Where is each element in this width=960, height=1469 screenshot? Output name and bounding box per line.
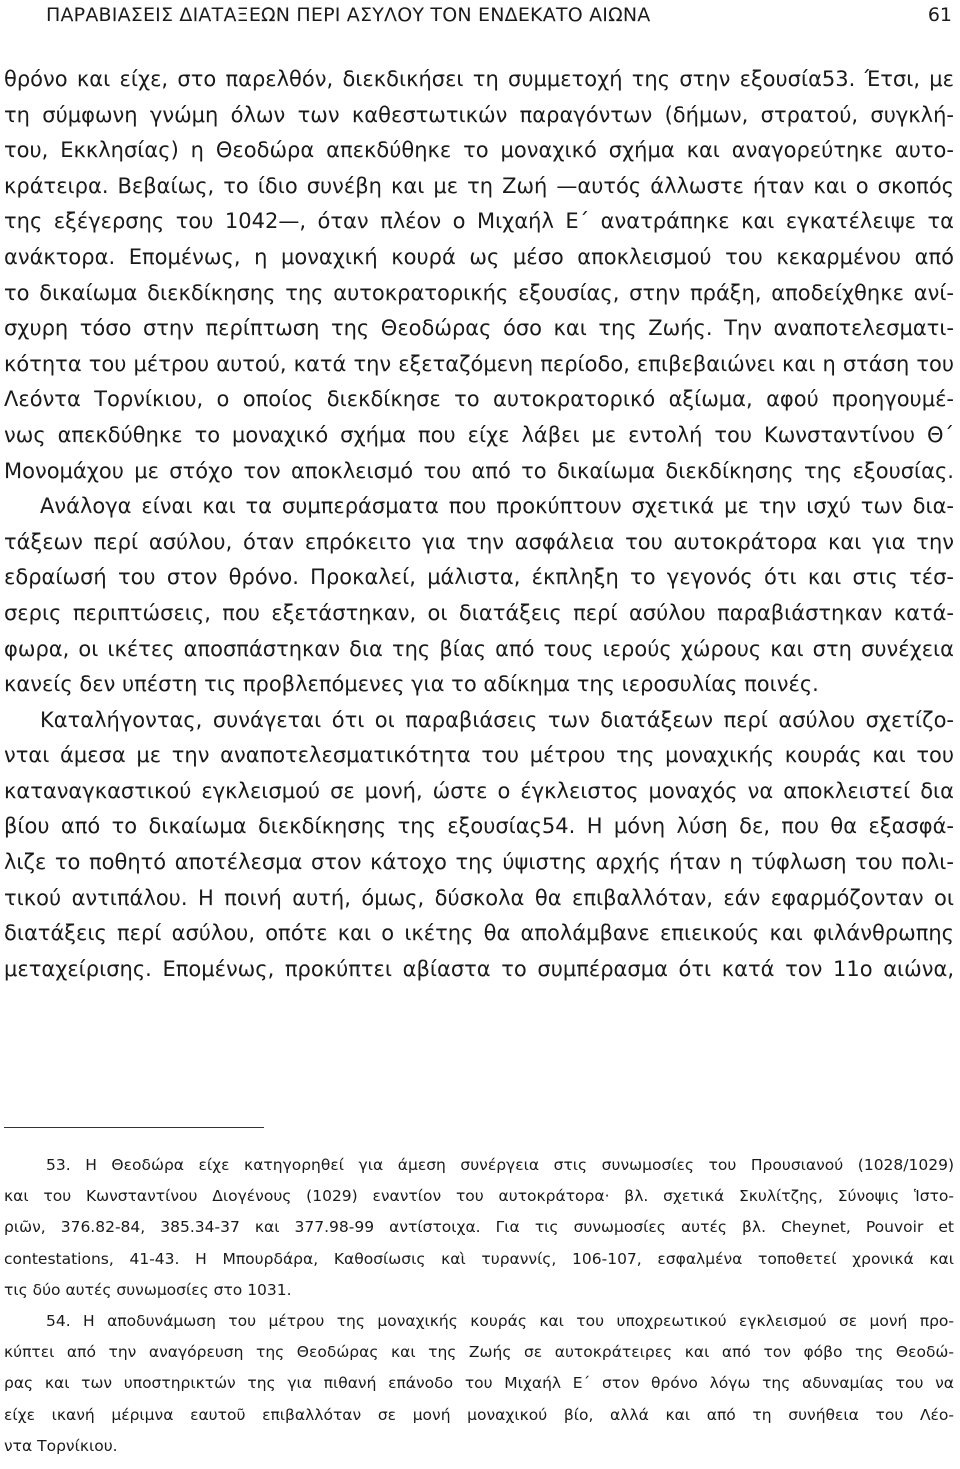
text-line: Καταλήγοντας, συνάγεται ότι οι παραβιάσεις των διατάξεων περί ασύλου σχετίζο-: [40, 707, 954, 732]
footnote-line: τις δύο αυτές συνωμοσίες στο 1031.: [4, 1280, 292, 1299]
page-number: 61: [927, 4, 952, 26]
footnote-line: contestations, 41-43. Η Μπουρδάρα, Καθοσίωσις καὶ τυραννίς, 106-107, εσφαλμένα τοποθετεί χρονικά και: [4, 1249, 954, 1268]
running-header: [0, 0, 960, 40]
footnote-line: και του Κωνσταντίνου Διογένους (1029) εναντίον του αυτοκράτορα· βλ. σχετικά Σκυλίτζης, Σύνοψις Ἱστο-: [4, 1187, 954, 1206]
text-line: της εξέγερσης του 1042—, όταν πλέον ο Μιχαήλ Ε΄ ανατράπηκε και εγκατέλειψε τα: [4, 209, 954, 234]
text-line: Ανάλογα είναι και τα συμπεράσματα που προκύπτουν σχετικά με την ισχύ των δια-: [40, 494, 954, 519]
text-line: Μονομάχου με στόχο τον αποκλεισμό του από το δικαίωμα διεκδίκησης της εξουσίας.: [4, 458, 954, 483]
text-line: μεταχείρισης. Επομένως, προκύπτει αβίαστα το συμπέρασμα ότι κατά τον 11ο αιώνα,: [4, 956, 954, 981]
text-line: βίου από το δικαίωμα διεκδίκησης της εξουσίας54. Η μόνη λύση δε, που θα εξασφά-: [4, 814, 954, 839]
footnote-line: ριῶν, 376.82-84, 385.34-37 και 377.98-99 αντίστοιχα. Για τις συνωμοσίες αυτές βλ. Cheynet, Pouvoir et: [4, 1218, 954, 1237]
footnote-line: 54. Η αποδυνάμωση του μέτρου της μοναχικής κουράς και του υποχρεωτικού εγκλεισμού σε μονή προ-: [46, 1311, 954, 1330]
text-line: Λεόντα Τορνίκιου, ο οποίος διεκδίκησε το αυτοκρατορικό αξίωμα, αφού προηγουμέ-: [4, 387, 954, 412]
text-line: νως απεκδύθηκε το μοναχικό σχήμα που είχε λάβει με εντολή του Κωνσταντίνου Θ΄: [4, 422, 954, 447]
text-line: φωρα, οι ικέτες αποσπάστηκαν δια της βίας από τους ιερούς χώρους και στη συνέχεια: [4, 636, 954, 661]
text-line: τη σύμφωνη γνώμη όλων των καθεστωτικών παραγόντων (δήμων, στρατού, συγκλή-: [4, 102, 954, 127]
text-line: εδραίωσή του στον θρόνο. Προκαλεί, μάλιστα, έκπληξη το γεγονός ότι και στις τέσ-: [4, 565, 954, 590]
text-line: ανάκτορα. Επομένως, η μοναχική κουρά ως μέσο αποκλεισμού του κεκαρμένου από: [4, 244, 954, 269]
footnotes: [4, 1150, 954, 1462]
running-title: ΠΑΡΑΒΙΑΣΕΙΣ ΔΙΑΤΑΞΕΩΝ ΠΕΡΙ ΑΣΥΛΟΥ ΤΟΝ ΕΝΔΕΚΑΤΟ ΑΙΩΝΑ: [46, 4, 651, 26]
footnote-line: 53. Η Θεοδώρα είχε κατηγορηθεί για άμεση συνέργεια στις συνωμοσίες του Προυσιανού (1028/1029): [46, 1156, 954, 1174]
footnote-rule: [4, 1127, 264, 1128]
text-line: νται άμεσα με την αναποτελεσματικότητα του μέτρου της μοναχικής κουράς και του: [4, 743, 954, 768]
footnote-line: ρας και των υποστηρικτών της για πιθανή επάνοδο του Μιχαήλ Ε΄ στον θρόνο λόγω της αδυναμίας του να: [4, 1374, 954, 1393]
text-line: τάξεων περί ασύλου, όταν επρόκειτο για την ασφάλεια του αυτοκράτορα και για την: [4, 529, 954, 554]
text-line: διατάξεις περί ασύλου, οπότε και ο ικέτης θα απολάμβανε επιεικούς και φιλάνθρωπης: [4, 921, 954, 946]
footnote-line: είχε ικανή μέριμνα εαυτοῦ επιβαλλόταν σε μονή μοναχικού βίο, αλλά και από τη συνήθεια του Λέο-: [4, 1405, 954, 1424]
text-line: τικού αντιπάλου. Η ποινή αυτή, όμως, δύσκολα θα επιβαλλόταν, εάν εφαρμόζονταν οι: [4, 885, 954, 910]
text-line: καταναγκαστικού εγκλεισμού σε μονή, ώστε ο έγκλειστος μοναχός να αποκλειστεί δια: [4, 778, 954, 803]
footnote-line: ντα Τορνίκιου.: [4, 1436, 118, 1455]
text-line: σχυρη τόσο στην περίπτωση της Θεοδώρας όσο και της Ζωής. Την αναποτελεσματι-: [4, 316, 954, 341]
text-line: σερις περιπτώσεις, που εξετάστηκαν, οι διατάξεις περί ασύλου παραβιάστηκαν κατά-: [4, 600, 954, 625]
text-line: το δικαίωμα διεκδίκησης της αυτοκρατορικής εξουσίας, στην πράξη, αποδείχθηκε ανί-: [4, 280, 954, 305]
text-line: κράτειρα. Βεβαίως, το ίδιο συνέβη και με τη Ζωή —αυτός άλλωστε ήταν και ο σκοπός: [4, 173, 954, 198]
text-line: λιζε το ποθητό αποτέλεσμα στον κάτοχο της ύψιστης αρχής ήταν η τύφλωση του πολι-: [4, 850, 954, 875]
text-line: κανείς δεν υπέστη τις προβλεπόμενες για το αδίκημα της ιεροσυλίας ποινές.: [4, 672, 819, 697]
main-text: [4, 62, 954, 987]
text-line: κότητα του μέτρου αυτού, κατά την εξεταζόμενη περίοδο, επιβεβαιώνει και η στάση του: [4, 351, 954, 376]
text-line: του, Εκκλησίας) η Θεοδώρα απεκδύθηκε το μοναχικό σχήμα και αναγορεύτηκε αυτο-: [4, 138, 954, 163]
footnote-line: κύπτει από την αναγόρευση της Θεοδώρας και της Ζωής σε αυτοκράτειρες και από τον φόβο της Θεοδώ-: [4, 1343, 954, 1362]
text-line: θρόνο και είχε, στο παρελθόν, διεκδικήσει τη συμμετοχή της στην εξουσία53. Έτσι, με: [4, 67, 954, 91]
